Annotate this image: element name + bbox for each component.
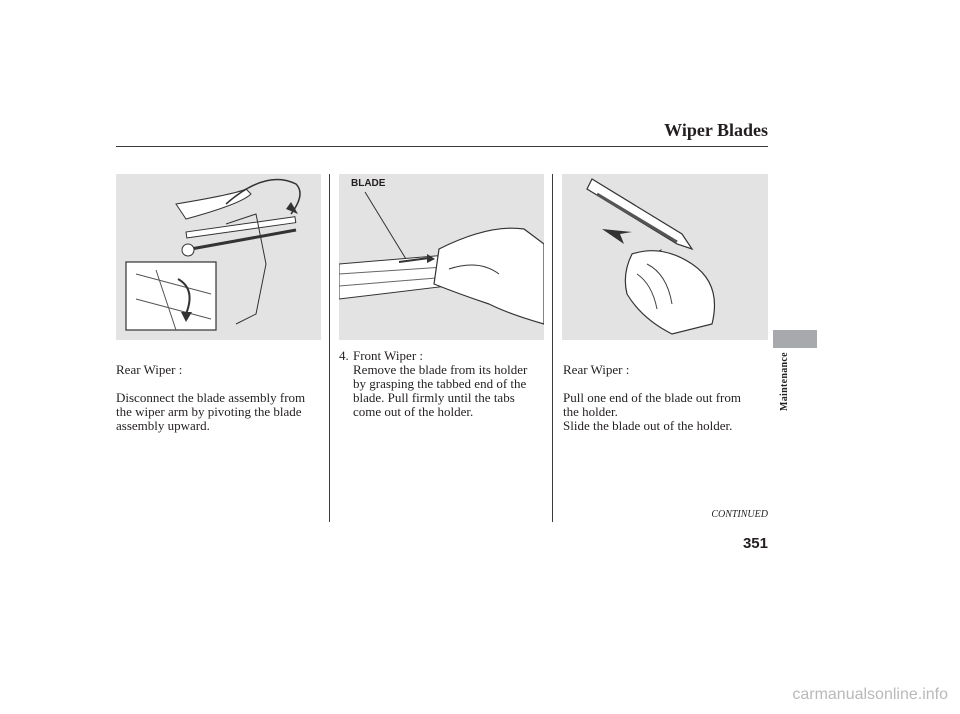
header-rule [116,146,768,147]
front-wiper-instructions [353,349,527,419]
instruction-text: Remove the blade from its holder by grasping the tabbed end of the blade. Pull firmly until the tabs come out of the holder. [353,362,528,419]
rear-wiper-disconnect-instructions [116,349,305,447]
section-tab-marker [773,330,817,348]
front-wiper-blade-illustration [339,174,544,340]
column-divider [329,174,330,522]
rear-wiper-removal-instructions [563,349,741,447]
continued-label: CONTINUED [711,509,768,520]
rear-wiper-removal-illustration [562,174,768,340]
step-number: 4. [339,348,349,363]
blade-callout-label: BLADE [351,178,386,189]
page-number: 351 [742,535,768,552]
section-heading: Rear Wiper : [116,362,183,377]
watermark: carmanualsonline.info [792,686,948,703]
section-side-label: Maintenance [779,352,790,411]
section-heading: Rear Wiper : [563,362,630,377]
rear-wiper-pivot-illustration [116,174,321,340]
section-heading: Front Wiper : [353,348,424,363]
page-title: Wiper Blades [664,120,768,140]
column-divider [552,174,553,522]
instruction-text: Disconnect the blade assembly from the wiper arm by pivoting the blade assembly upward. [116,390,306,433]
instruction-text: Pull one end of the blade out from the holder. Slide the blade out of the holder. [563,390,741,433]
